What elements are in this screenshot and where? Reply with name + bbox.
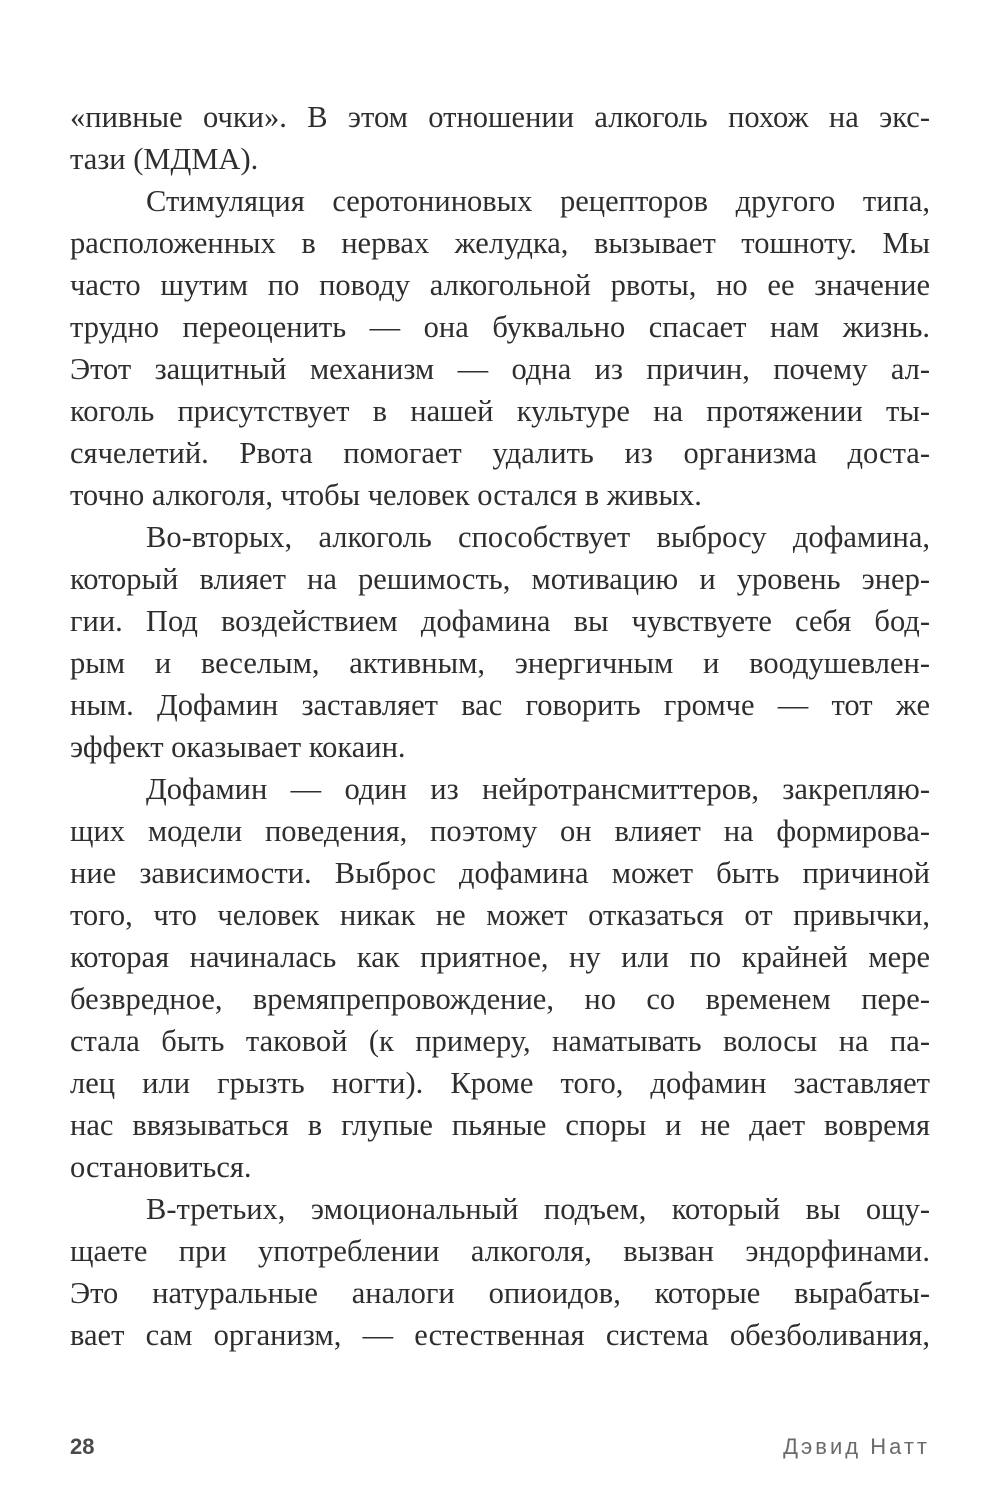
text-line: гии. Под воздействием дофамина вы чувствуете себя бод- (70, 604, 930, 638)
text-line: коголь присутствует в нашей культуре на протяжении ты- (70, 394, 930, 428)
page-footer (70, 1432, 930, 1472)
text-line: ние зависимости. Выброс дофамина может быть причиной (70, 856, 930, 890)
text-line: щих модели поведения, поэтому он влияет на формирова- (70, 814, 930, 848)
text-line: часто шутим по поводу алкогольной рвоты, но ее значение (70, 268, 930, 302)
paragraph-first-line: В-третьих, эмоциональный подъем, который вы ощу- (146, 1192, 930, 1226)
paragraph-first-line: Во-вторых, алкоголь способствует выбросу дофамина, (146, 520, 930, 554)
text-line: рым и веселым, активным, энергичным и воодушевлен- (70, 646, 930, 680)
text-line: тази (МДМА). (70, 142, 259, 176)
text-line: расположенных в нервах желудка, вызывает тошноту. Мы (70, 226, 930, 260)
text-line: щаете при употреблении алкоголя, вызван эндорфинами. (70, 1234, 930, 1268)
text-line: стала быть таковой (к примеру, наматывать волосы на па- (70, 1024, 930, 1058)
text-line: «пивные очки». В этом отношении алкоголь похож на экс- (70, 100, 930, 134)
text-line: Этот защитный механизм — одна из причин, почему ал- (70, 352, 930, 386)
text-line: вает сам организм, — естественная система обезболивания, (70, 1318, 930, 1352)
text-line: того, что человек никак не может отказаться от привычки, (70, 898, 930, 932)
text-line: Это натуральные аналоги опиоидов, которые вырабаты- (70, 1276, 930, 1310)
running-head-author: Дэвид Натт (783, 1434, 930, 1459)
paragraph-first-line: Дофамин — один из нейротрансмиттеров, закрепляю- (146, 772, 930, 806)
text-line: остановиться. (70, 1150, 252, 1184)
text-line: который влияет на решимость, мотивацию и уровень энер- (70, 562, 930, 596)
text-line: трудно переоценить — она буквально спасает нам жизнь. (70, 310, 930, 344)
text-line: точно алкоголя, чтобы человек остался в живых. (70, 478, 702, 512)
text-line: безвредное, времяпрепровождение, но со временем пере- (70, 982, 930, 1016)
text-line: ным. Дофамин заставляет вас говорить громче — тот же (70, 688, 930, 722)
page-number: 28 (70, 1434, 95, 1459)
text-line: эффект оказывает кокаин. (70, 730, 406, 764)
text-line: нас ввязываться в глупые пьяные споры и не дает вовремя (70, 1108, 930, 1142)
text-line: сячелетий. Рвота помогает удалить из организма доста- (70, 436, 930, 470)
text-line: лец или грызть ногти). Кроме того, дофамин заставляет (70, 1066, 930, 1100)
text-line: которая начиналась как приятное, ну или по крайней мере (70, 940, 930, 974)
paragraph-first-line: Стимуляция серотониновых рецепторов другого типа, (146, 184, 930, 218)
